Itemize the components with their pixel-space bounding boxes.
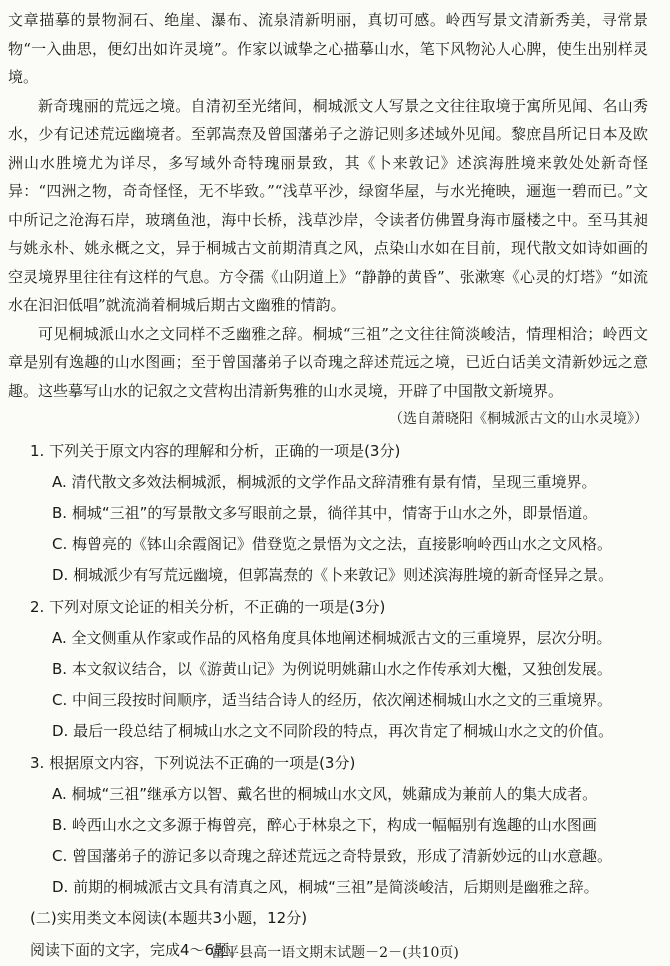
question-3-title: 3. 根据原文内容，下列说法不正确的一项是(3分) (30, 754, 356, 772)
question-1-option-a: A. 清代散文多效法桐城派，桐城派的文学作品文辞清雅有景有情，呈现三重境界。 (52, 473, 597, 491)
question-2-option-d: D. 最后一段总结了桐城山水之文不同阶段的特点，再次肯定了桐城山水之文的价值。 (52, 722, 614, 740)
question-2 (8, 593, 648, 745)
question-3-option-d: D. 前期的桐城派古文具有清真之风，桐城“三祖”是简淡峻洁，后期则是幽雅之辞。 (52, 878, 599, 896)
question-3-option-c: C. 曾国藩弟子的游记多以奇瑰之辞述荒远之奇特景致，形成了清新妙远的山水意趣。 (52, 847, 613, 865)
page-footer: 富平县高一语文期末试题－2－(共10页) (211, 945, 459, 961)
question-3-option-a: A. 桐城“三祖”继承方以智、戴名世的桐城山水文风，姚鼐成为兼前人的集大成者。 (52, 785, 598, 803)
question-2-option-c: C. 中间三段按时间顺序，适当结合诗人的经历，依次阐述桐城山水之文的三重境界。 (52, 691, 613, 709)
question-1-option-c: C. 梅曾亮的《钵山余霞阁记》借登览之景悟为文之法，直接影响岭西山水之文风格。 (52, 535, 613, 553)
question-2-title: 2. 下列对原文论证的相关分析，不正确的一项是(3分) (30, 598, 386, 616)
question-3-option-b: B. 岭西山水之文多源于梅曾亮，醉心于林泉之下，构成一幅幅别有逸趣的山水图画 (52, 816, 597, 834)
passage-source: （选自萧晓阳《桐城派古文的山水灵境》） (389, 411, 648, 427)
passage-paragraph-2: 新奇瑰丽的荒远之境。自清初至光绪间，桐城派文人写景之文往往取境于寓所见闻、名山秀水，少有记述荒远幽境者。至郭嵩焘及曾国藩弟子之游记则多述域外见闻。黎庶昌所记日本及欧洲山水胜境尤为详尽，多写域外奇特瑰丽景致，其《卜来敦记》述滨海胜境来敦处处新奇怪异：“四洲之物，奇奇怪怪，无不毕致。”“浅草平沙，绿窗华屋，与水光掩映，逦迤一碧而已。”文中所记之沧海石岸，玻璃鱼池，海中长桥，浅草沙岸，令读者仿佛置身海市蜃楼之中。至马其昶与姚永朴、姚永概之文，异于桐城古文前期清真之风，点染山水如在目前，现代散文如诗如画的空灵境界里往往有这样的气息。方令孺《山阴道上》“静静的黄昏”、张漱寒《心灵的灯塔》“如流水在汩汩低唱”就流淌着桐城后期古文幽雅的情韵。 (8, 96, 648, 314)
question-1-option-b: B. 桐城“三祖”的写景散文多写眼前之景，徜徉其中，情寄于山水之外，即景悟道。 (52, 504, 598, 522)
question-1-title: 1. 下列关于原文内容的理解和分析，正确的一项是(3分) (30, 442, 401, 460)
question-1-option-d: D. 桐城派少有写荒远幽境，但郭嵩焘的《卜来敦记》则述滨海胜境的新奇怪异之景。 (52, 566, 614, 584)
question-1 (8, 437, 648, 589)
section-heading: (二)实用类文本阅读(本题共3小题，12分) (30, 909, 308, 927)
question-3 (8, 749, 648, 901)
question-2-option-a: A. 全文侧重从作家或作品的风格角度具体地阐述桐城派古文的三重境界，层次分明。 (52, 629, 612, 647)
section-instruction: 阅读下面的文字，完成4～6题。 (30, 941, 245, 959)
question-2-option-b: B. 本文叙议结合，以《游黄山记》为例说明姚鼐山水之作传承刘大櫆，又独创发展。 (52, 660, 612, 678)
passage-paragraph-1: 文章描摹的景物洞石、绝崖、瀑布、流泉清新明丽，真切可感。岭西写景文清新秀美，寻常景物“一入曲思，便幻出如许灵境”。作家以诚挚之心描摹山水，笔下风物沁人心脾，使生出别样灵境。 (8, 11, 648, 86)
passage-paragraph-3: 可见桐城派山水之文同样不乏幽雅之辞。桐城“三祖”之文往往简淡峻洁，情理相洽；岭西文章是别有逸趣的山水图画；至于曾国藩弟子以奇瑰之辞述荒远之境，已近白话美文清新妙远之意趣。这些摹写山水的记叙之文营构出清新隽雅的山水灵境，开辟了中国散文新境界。 (8, 324, 648, 400)
